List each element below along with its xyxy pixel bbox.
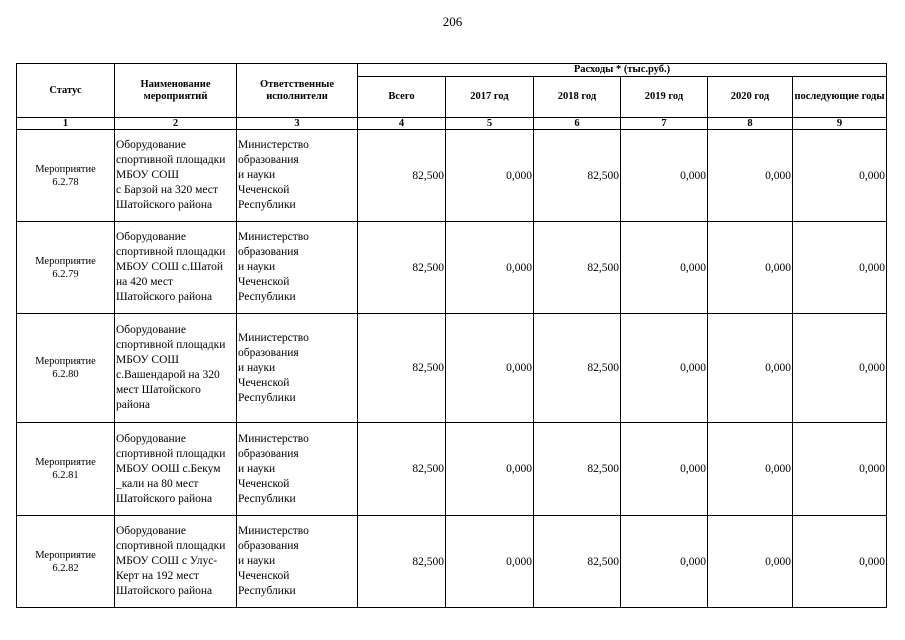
event-name-cell — [115, 130, 237, 222]
amount-y2018: 82,500 — [534, 516, 621, 608]
amount-total: 82,500 — [358, 130, 446, 222]
amount-later: 0,000 — [793, 222, 887, 314]
column-number: 4 — [358, 118, 446, 130]
amount-y2018: 82,500 — [534, 314, 621, 423]
amount-y2019: 0,000 — [621, 130, 708, 222]
event-name-cell-line: Оборудование — [116, 139, 186, 151]
column-number: 3 — [237, 118, 358, 130]
executor-cell-line: Министерство — [238, 525, 309, 537]
amount-y2020: 0,000 — [708, 314, 793, 423]
event-name-cell-line: Оборудование — [116, 324, 186, 336]
event-name-cell-line: спортивной площадки — [116, 540, 226, 552]
event-name-cell-line: с.Вашендарой на 320 — [116, 369, 220, 381]
event-name-cell-line: спортивной площадки — [116, 246, 226, 258]
amount-later: 0,000 — [793, 423, 887, 516]
status-cell-line: Мероприятие — [35, 549, 96, 561]
header-status: Статус — [17, 64, 115, 118]
page-number: 206 — [442, 14, 463, 29]
amount-y2017: 0,000 — [446, 516, 534, 608]
budget-table — [16, 63, 887, 608]
event-name-cell-line: спортивной площадки — [116, 154, 226, 166]
header-2017: 2017 год — [446, 77, 534, 118]
executor-cell-line: Министерство — [238, 331, 309, 344]
status-cell — [17, 423, 115, 516]
executor-cell-line: и науки — [238, 361, 276, 374]
event-name-cell-line: Оборудование — [116, 231, 186, 243]
event-name-cell-line: Оборудование — [116, 525, 186, 537]
amount-total: 82,500 — [358, 314, 446, 423]
column-number-row — [17, 118, 887, 130]
executor-cell-line: образования — [238, 346, 299, 359]
amount-y2020: 0,000 — [708, 516, 793, 608]
status-cell-line: 6.2.79 — [52, 268, 79, 280]
executor-cell-line: Республики — [238, 492, 296, 505]
amount-later: 0,000 — [793, 516, 887, 608]
table-row — [17, 130, 887, 222]
executor-cell-line: образования — [238, 246, 299, 258]
header-total: Всего — [358, 77, 446, 118]
executor-cell-line: Республики — [238, 291, 296, 303]
event-name-cell — [115, 222, 237, 314]
event-name-cell-line: МБОУ СОШ с.Шатой — [116, 261, 224, 273]
event-name-cell-line: Шатойского района — [116, 291, 213, 303]
amount-y2017: 0,000 — [446, 130, 534, 222]
event-name-cell-line: мест Шатойского — [116, 384, 201, 396]
executor-cell — [237, 222, 358, 314]
amount-y2017: 0,000 — [446, 222, 534, 314]
status-cell-line: Мероприятие — [35, 457, 96, 468]
executor-cell-line: и науки — [238, 462, 276, 475]
header-2020: 2020 год — [708, 77, 793, 118]
executor-cell-line: и науки — [238, 169, 276, 181]
header-2019: 2019 год — [621, 77, 708, 118]
event-name-cell-line: Шатойского района — [116, 585, 213, 597]
executor-cell — [237, 130, 358, 222]
event-name-cell-line: МБОУ СОШ с Улус- — [116, 555, 218, 567]
event-name-cell-line: МБОУ СОШ — [116, 354, 180, 366]
event-name-cell-line: _кали на 80 мест — [116, 477, 199, 490]
event-name-cell-line: спортивной площадки — [116, 339, 226, 351]
column-number: 2 — [115, 118, 237, 130]
event-name-cell — [115, 516, 237, 608]
event-name-cell-line: Шатойского района — [116, 492, 213, 505]
event-name-cell-line: Керт на 192 мест — [116, 570, 199, 582]
status-cell-line: 6.2.82 — [52, 562, 79, 574]
header-name: Наименование мероприятий — [115, 64, 237, 118]
status-cell-line: Мероприятие — [35, 255, 96, 267]
amount-total: 82,500 — [358, 222, 446, 314]
status-cell — [17, 130, 115, 222]
executor-cell-line: Чеченской — [238, 477, 290, 490]
amount-y2018: 82,500 — [534, 222, 621, 314]
column-number: 7 — [621, 118, 708, 130]
column-number: 1 — [17, 118, 115, 130]
amount-y2019: 0,000 — [621, 222, 708, 314]
executor-cell-line: Министерство — [238, 432, 309, 445]
status-cell — [17, 222, 115, 314]
status-cell — [17, 314, 115, 423]
status-cell-line: Мероприятие — [35, 356, 96, 367]
executor-cell-line: образования — [238, 540, 299, 552]
column-number: 9 — [793, 118, 887, 130]
event-name-cell-line: Оборудование — [116, 432, 186, 445]
amount-later: 0,000 — [793, 314, 887, 423]
executor-cell-line: Республики — [238, 391, 296, 404]
executor-cell — [237, 423, 358, 516]
amount-y2019: 0,000 — [621, 423, 708, 516]
amount-y2019: 0,000 — [621, 314, 708, 423]
header-expenses: Расходы * (тыс.руб.) — [358, 64, 887, 77]
amount-y2020: 0,000 — [708, 130, 793, 222]
executor-cell-line: Республики — [238, 199, 296, 211]
event-name-cell-line: района — [116, 399, 151, 411]
status-cell-line: 6.2.80 — [52, 369, 79, 380]
amount-y2019: 0,000 — [621, 516, 708, 608]
header-executors: Ответственные исполнители — [237, 64, 358, 118]
executor-cell-line: Чеченской — [238, 376, 290, 389]
status-cell — [17, 516, 115, 608]
column-number: 6 — [534, 118, 621, 130]
executor-cell — [237, 314, 358, 423]
column-number: 8 — [708, 118, 793, 130]
amount-y2018: 82,500 — [534, 423, 621, 516]
executor-cell-line: Министерство — [238, 231, 309, 243]
table-row — [17, 423, 887, 516]
event-name-cell-line: Шатойского района — [116, 199, 213, 211]
amount-y2018: 82,500 — [534, 130, 621, 222]
event-name-cell-line: МБОУ ООШ с.Бекум — [116, 462, 221, 475]
status-cell-line: 6.2.78 — [52, 176, 79, 188]
amount-y2017: 0,000 — [446, 423, 534, 516]
table-row — [17, 222, 887, 314]
event-name-cell-line: с Барзой на 320 мест — [116, 184, 218, 196]
executor-cell-line: Чеченской — [238, 184, 290, 196]
executor-cell-line: Республики — [238, 585, 296, 597]
executor-cell-line: и науки — [238, 261, 276, 273]
executor-cell-line: Чеченской — [238, 570, 290, 582]
amount-later: 0,000 — [793, 130, 887, 222]
event-name-cell-line: МБОУ СОШ — [116, 169, 180, 181]
executor-cell-line: и науки — [238, 555, 276, 567]
status-cell-line: 6.2.81 — [52, 470, 79, 481]
status-cell-line: Мероприятие — [35, 163, 96, 175]
executor-cell-line: образования — [238, 154, 299, 166]
table-row — [17, 516, 887, 608]
amount-total: 82,500 — [358, 423, 446, 516]
column-number: 5 — [446, 118, 534, 130]
executor-cell-line: образования — [238, 447, 299, 460]
header-2018: 2018 год — [534, 77, 621, 118]
executor-cell-line: Министерство — [238, 139, 309, 151]
event-name-cell — [115, 423, 237, 516]
table-row — [17, 314, 887, 423]
amount-total: 82,500 — [358, 516, 446, 608]
amount-y2020: 0,000 — [708, 423, 793, 516]
executor-cell-line: Чеченской — [238, 276, 290, 288]
amount-y2020: 0,000 — [708, 222, 793, 314]
header-later-years: последующие годы — [793, 77, 887, 118]
event-name-cell — [115, 314, 237, 423]
executor-cell — [237, 516, 358, 608]
amount-y2017: 0,000 — [446, 314, 534, 423]
event-name-cell-line: спортивной площадки — [116, 447, 226, 460]
event-name-cell-line: на 420 мест — [116, 276, 174, 288]
